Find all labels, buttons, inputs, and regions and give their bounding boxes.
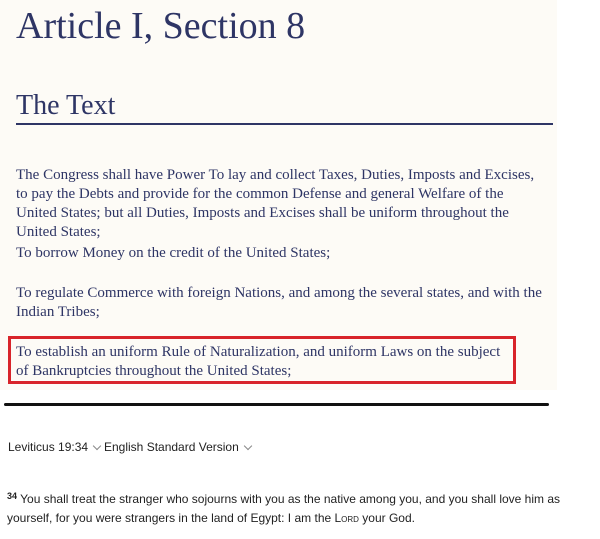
section-underline: [16, 123, 553, 125]
clause-taxes: The Congress shall have Power To lay and collect Taxes, Duties, Imposts and Excises, to pay the Debts and provide for the common Defense and general Welfare of the United States; but all Duties, Imposts and Excises shall be uniform throughout the United States;: [16, 167, 535, 240]
section-heading: The Text: [16, 90, 116, 121]
chevron-down-icon: [93, 442, 101, 450]
clause-borrow-money: To borrow Money on the credit of the United States;: [16, 245, 331, 261]
book-reference-selector[interactable]: [8, 440, 100, 454]
book-reference-label: Leviticus 19:34: [8, 440, 89, 454]
clause-naturalization: To establish an uniform Rule of Naturalization, and uniform Laws on the subject of Bankruptcies throughout the United States;: [16, 344, 501, 379]
verse-text-before: You shall treat the stranger who sojourns with you as the native among you, and you shall love him as yourself, for you were strangers in the land of Egypt: I am the: [7, 492, 561, 525]
verse-lord: Lord: [334, 511, 359, 525]
chevron-down-icon: [244, 442, 252, 450]
verse-number: 34: [7, 491, 18, 501]
highlight-box: [8, 336, 516, 384]
article-title: Article I, Section 8: [16, 5, 306, 47]
version-selector[interactable]: [104, 440, 251, 454]
verse-text-after: your God.: [358, 511, 415, 525]
divider-line: [4, 403, 549, 406]
verse-text: [7, 490, 595, 528]
clause-commerce: To regulate Commerce with foreign Nations, and among the several states, and with the Indian Tribes;: [16, 285, 542, 320]
version-label: English Standard Version: [104, 440, 239, 454]
